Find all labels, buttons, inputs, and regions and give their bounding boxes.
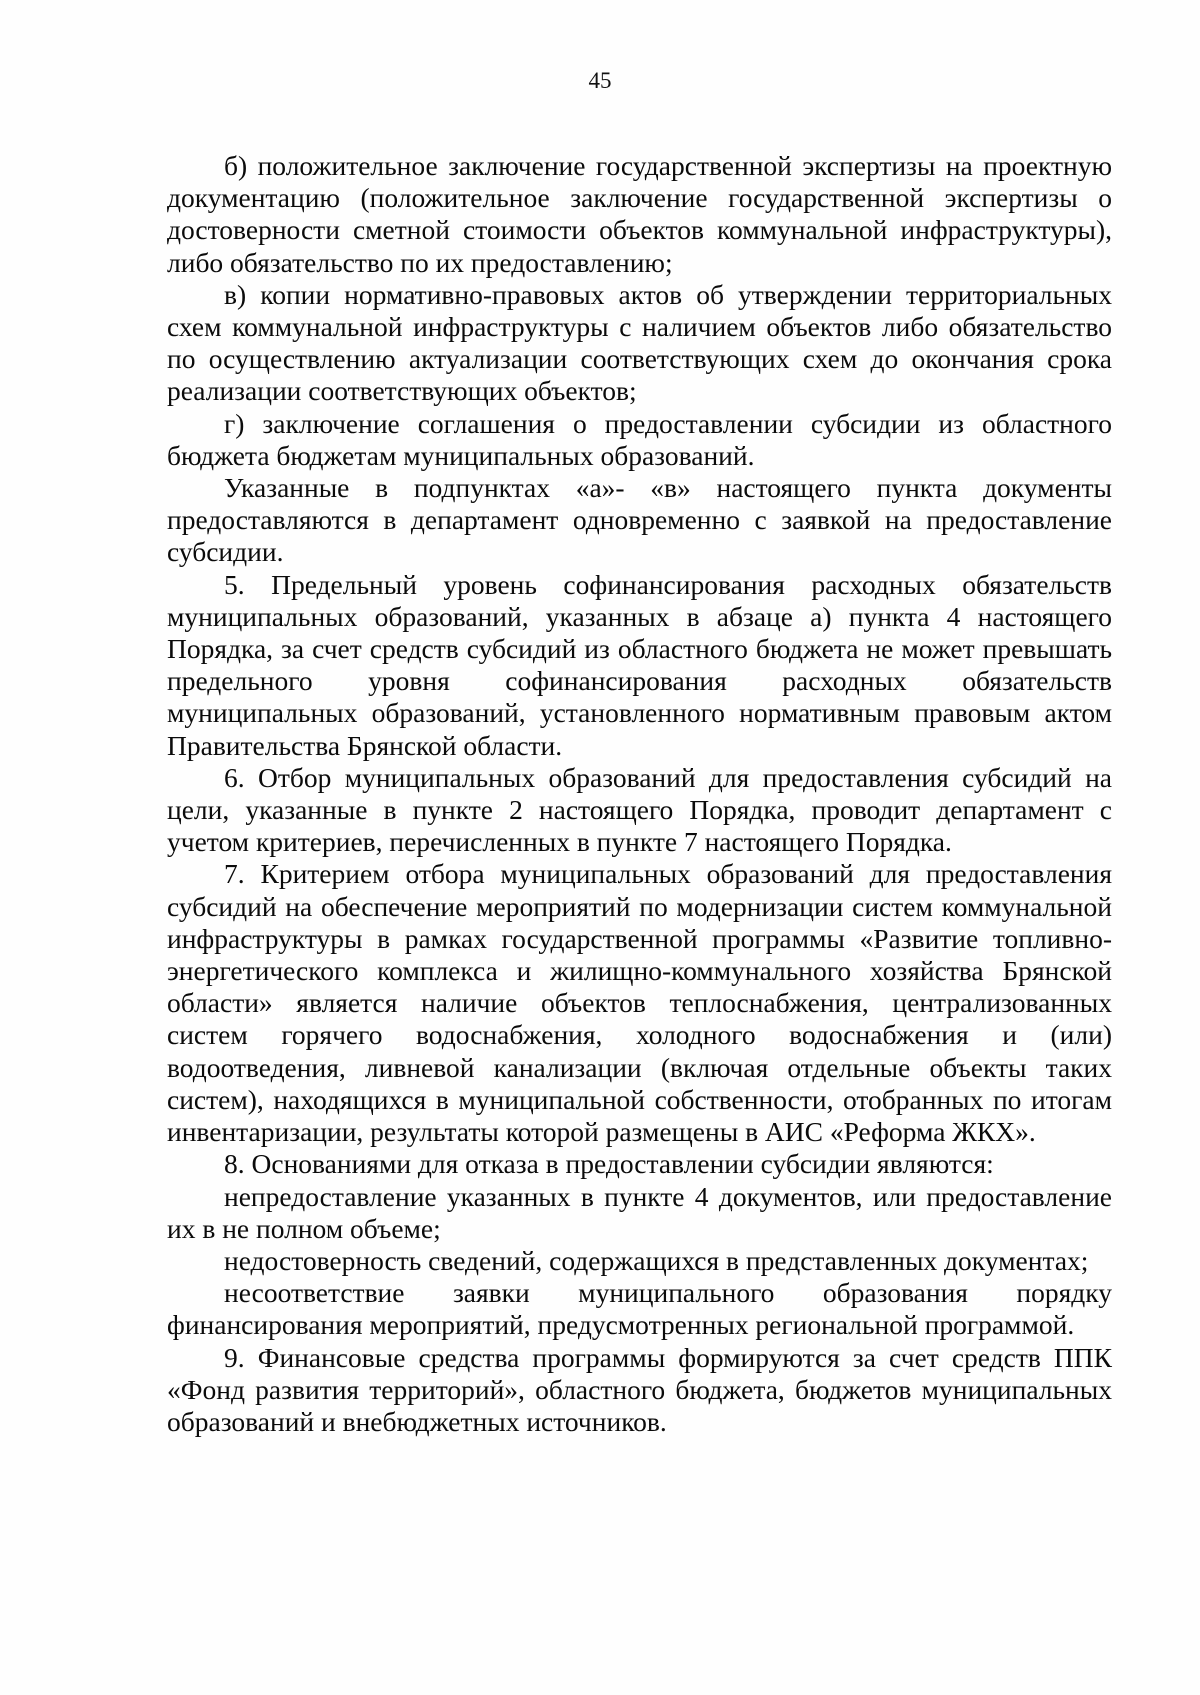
paragraph-refusal-non-submission: непредоставление указанных в пункте 4 документов, или предоставление их в не полном объеме; [167,1180,1112,1244]
paragraph-g-agreement: г) заключение соглашения о предоставлении субсидии из областного бюджета бюджетам муниципальных образований. [167,407,1112,471]
paragraph-refusal-unreliable: недостоверность сведений, содержащихся в представленных документах; [224,1244,1089,1276]
paragraph-9-funding: 9. Финансовые средства программы формируются за счет средств ППК «Фонд развития территорий», областного бюджета, бюджетов муниципальных образований и внебюджетных источников. [167,1341,1112,1437]
paragraph-documents-submission: Указанные в подпунктах «а»- «в» настоящего пункта документы предоставляются в департамент одновременно с заявкой на предоставление субсидии. [167,472,1112,568]
paragraph-b-expertise: б) положительное заключение государственной экспертизы на проектную документацию (положительное заключение государственной экспертизы о достоверности сметной стоимости объектов коммунальной инфраструктуры), либо обязательство по их предоставлению; [167,150,1112,278]
paragraph-6-selection: 6. Отбор муниципальных образований для предоставления субсидий на цели, указанные в пункте 2 настоящего Порядка, проводит департамент с учетом критериев, перечисленных в пункте 7 настоящего Порядка. [167,761,1112,858]
paragraph-5-cofinancing: 5. Предельный уровень софинансирования расходных обязательств муниципальных образований, указанных в абзаце а) пункта 4 настоящего Порядка, за счет средств субсидий из областного бюджета не может превышать предельного уровня софинансирования расходных обязательств муниципальных образований, установленного нормативным правовым актом Правительства Брянской области. [167,568,1112,761]
paragraph-refusal-mismatch: несоответствие заявки муниципального образования порядку финансирования мероприятий, предусмотренных региональной программой. [167,1277,1112,1341]
document-body [167,150,1112,1438]
paragraph-8-refusal-grounds: 8. Основаниями для отказа в предоставлении субсидии являются: [224,1148,994,1180]
paragraph-7-criterion: 7. Критерием отбора муниципальных образований для предоставления субсидий на обеспечение мероприятий по модернизации систем коммунальной инфраструктуры в рамках государственной программы «Развитие топливно-энергетического комплекса и жилищно-коммунального хозяйства Брянской области» является наличие объектов теплоснабжения, централизованных систем горячего водоснабжения, холодного водоснабжения и (или) водоотведения, ливневой канализации (включая отдельные объекты таких систем), находящихся в муниципальной собственности, отобранных по итогам инвентаризации, результаты которой размещены в АИС «Реформа ЖКХ». [167,858,1112,1148]
paragraph-v-normative-acts: в) копии нормативно-правовых актов об утверждении территориальных схем коммунальной инфраструктуры с наличием объектов либо обязательство по осуществлению актуализации соответствующих схем до окончания срока реализации соответствующих объектов; [167,278,1112,407]
page-number: 45 [588,68,612,93]
